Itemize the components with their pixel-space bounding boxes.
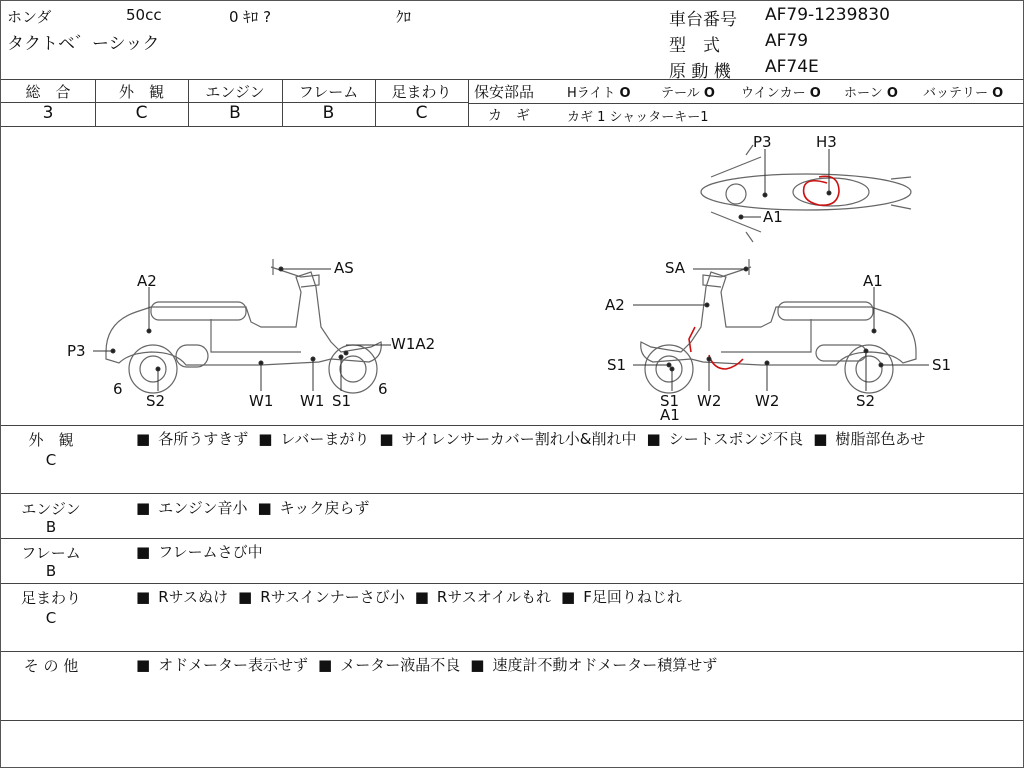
scooter-diagram — [1, 127, 1024, 425]
remark-grade-frame: B — [45, 562, 57, 580]
remark-items-other — [136, 654, 1016, 676]
frame-number-label: 車台番号 — [669, 10, 737, 30]
divider — [1, 493, 1024, 494]
list-item: ■ F足回りねじれ — [561, 588, 682, 606]
grade-value-engine: B — [229, 103, 241, 123]
frame-number-value: AF79-1239830 — [765, 5, 890, 25]
grade-value-frame: B — [322, 103, 335, 123]
diagram-label: W2 — [755, 392, 780, 410]
check-mark-icon: O — [703, 86, 715, 101]
safety-parts-label: 保安部品 — [474, 83, 535, 101]
remark-items-engine — [136, 497, 1016, 519]
divider — [468, 79, 469, 126]
diagram-label: A1 — [763, 208, 783, 226]
list-item: ■ メーター液晶不良 — [318, 656, 460, 674]
diagram-label: 6 — [113, 380, 123, 398]
list-item: ■ 速度計不動オドメーター積算せず — [470, 656, 717, 674]
safety-item-headlight: Hライト O — [567, 86, 631, 101]
grade-label-exterior: 外 観 — [118, 83, 164, 101]
diagram-label: AS — [334, 259, 354, 277]
remark-label-suspension: 足まわり — [20, 589, 81, 607]
diagram-label: W1 — [249, 392, 274, 410]
diagram-label: W1A2 — [391, 335, 436, 353]
grade-label-frame: フレーム — [298, 83, 359, 101]
list-item: ■ 各所うすきず — [136, 430, 248, 448]
diagram-label: S2 — [856, 392, 876, 410]
remark-items-frame — [136, 541, 1016, 563]
diagram-label: S1 — [660, 392, 680, 410]
remark-label-exterior: 外 観 — [28, 431, 74, 449]
remark-label-engine: エンジン — [21, 500, 81, 518]
grade-value-exterior: C — [135, 103, 148, 123]
diagram-label: H3 — [816, 133, 837, 151]
list-item: ■ Rサスぬけ — [136, 588, 228, 606]
diagram-label: SA — [665, 259, 686, 277]
diagram-label: S1 — [607, 356, 627, 374]
list-item: ■ フレームさび中 — [136, 543, 263, 561]
remark-label-other: そ の 他 — [23, 657, 79, 675]
list-item: ■ オドメーター表示せず — [136, 656, 308, 674]
remark-grade-engine: B — [45, 518, 57, 536]
diagram-label: S2 — [146, 392, 166, 410]
diagram-label: P3 — [753, 133, 772, 151]
grade-label-suspension: 足まわり — [391, 83, 452, 101]
divider — [1, 583, 1024, 584]
check-mark-icon: O — [992, 86, 1004, 101]
list-item: ■ シートスポンジ不良 — [647, 430, 804, 448]
diagram-label: A2 — [137, 272, 157, 290]
grade-label-engine: エンジン — [205, 83, 265, 101]
top-view — [701, 145, 911, 242]
list-item: ■ エンジン音小 — [136, 499, 247, 517]
safety-item-tail: テール O — [661, 86, 715, 101]
list-item: ■ 樹脂部色あせ — [813, 430, 925, 448]
remark-label-frame: フレーム — [21, 544, 81, 562]
list-item: ■ キック戻らず — [257, 499, 369, 517]
divider — [1, 425, 1024, 426]
keys-label: カ ギ — [488, 108, 530, 124]
remark-items-suspension — [136, 586, 1016, 608]
diagram-label: S1 — [332, 392, 352, 410]
displacement: 50cc — [126, 6, 162, 24]
divider — [1, 538, 1024, 539]
remark-items-exterior — [136, 428, 1016, 450]
remark-grade-suspension: C — [45, 609, 57, 627]
model-name: タクトベ゛ーシック — [7, 34, 160, 54]
maker: ホンダ — [7, 8, 52, 26]
safety-item-battery: バッテリー O — [923, 86, 1004, 101]
list-item: ■ レバーまがり — [258, 430, 369, 448]
safety-item-horn: ホーン O — [844, 86, 898, 101]
check-mark-icon: O — [619, 86, 631, 101]
model-type-label: 型 式 — [669, 36, 720, 56]
mileage: 0 ｷﾛ ? — [229, 8, 272, 26]
check-mark-icon: O — [886, 86, 898, 101]
engine-type-label: 原 動 機 — [669, 62, 731, 82]
divider — [1, 720, 1024, 721]
diagram-label: P3 — [67, 342, 86, 360]
engine-type-value: AF74E — [765, 57, 819, 77]
list-item: ■ サイレンサーカバー割れ小&削れ中 — [379, 430, 636, 448]
remark-grade-exterior: C — [45, 451, 57, 469]
list-item: ■ Rサスインナーさび小 — [238, 588, 405, 606]
safety-item-winker: ウインカー O — [741, 86, 821, 101]
diagram-label: A2 — [605, 296, 625, 314]
grade-value-overall: 3 — [42, 103, 54, 123]
list-item: ■ Rサスオイルもれ — [415, 588, 551, 606]
keys-value: カギ 1 シャッターキー1 — [567, 110, 709, 125]
diagram-label: S1 — [932, 356, 952, 374]
divider — [1, 79, 1024, 80]
divider — [1, 651, 1024, 652]
model-type-value: AF79 — [765, 31, 809, 51]
diagram-label: 6 — [378, 380, 388, 398]
divider — [468, 103, 1024, 104]
color: ｸﾛ — [396, 8, 412, 26]
diagram-label: A1 — [660, 406, 680, 424]
diagram-label: W1 — [300, 392, 325, 410]
grade-value-suspension: C — [415, 103, 428, 123]
check-mark-icon: O — [809, 86, 821, 101]
grade-label-overall: 総 合 — [25, 83, 71, 101]
diagram-label: A1 — [863, 272, 883, 290]
diagram-label: W2 — [697, 392, 722, 410]
